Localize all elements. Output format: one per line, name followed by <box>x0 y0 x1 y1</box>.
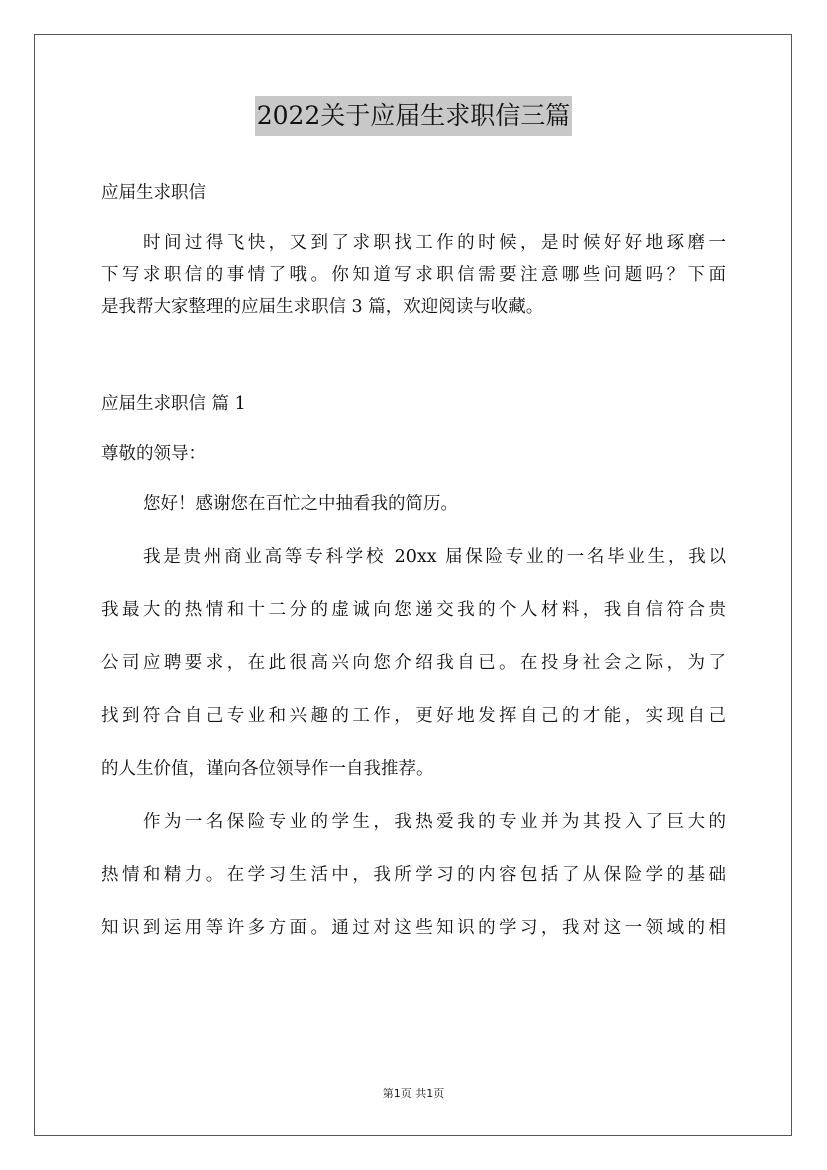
intro-line: 时间过得飞快，又到了求职找工作的时候，是时候好好地琢磨一 <box>143 233 726 253</box>
document-title: 2022关于应届生求职信三篇 <box>255 96 573 136</box>
salutation: 尊敬的领导： <box>101 444 206 464</box>
paragraph-line: 公司应聘要求，在此很高兴向您介绍我自已。在投身社会之际，为了 <box>101 653 726 673</box>
section-heading: 应届生求职信 篇 1 <box>101 394 246 414</box>
subtitle: 应届生求职信 <box>101 183 206 203</box>
document-body <box>101 177 726 944</box>
intro-paragraph <box>101 227 726 323</box>
paragraph-line: 热情和精力。在学习生活中，我所学习的内容包括了从保险学的基础 <box>101 865 726 885</box>
paragraph-line: 找到符合自己专业和兴趣的工作，更好地发挥自己的才能，实现自己 <box>101 706 726 726</box>
intro-line: 是我帮大家整理的应届生求职信 3 篇，欢迎阅读与收藏。 <box>101 297 544 317</box>
paragraph-line: 的人生价值，谨向各位领导作一自我推荐。 <box>101 759 434 779</box>
paragraph-line: 知识到运用等许多方面。通过对这些知识的学习，我对这一领域的相 <box>101 918 726 938</box>
paragraph-line: 作为一名保险专业的学生，我热爱我的专业并为其投入了巨大的 <box>143 812 726 832</box>
title-container <box>0 96 827 136</box>
intro-line: 下写求职信的事情了哦。你知道写求职信需要注意哪些问题吗？下面 <box>101 265 726 285</box>
body-paragraph-2 <box>101 806 726 944</box>
page-footer: 第1页 共1页 <box>382 1087 445 1100</box>
body-paragraph-1 <box>101 541 726 785</box>
paragraph-line: 我最大的热情和十二分的虚诚向您递交我的个人材料，我自信符合贵 <box>101 600 726 620</box>
greeting: 您好！感谢您在百忙之中抽看我的简历。 <box>143 494 458 514</box>
paragraph-line: 我是贵州商业高等专科学校 20xx 届保险专业的一名毕业生，我以 <box>143 547 726 567</box>
